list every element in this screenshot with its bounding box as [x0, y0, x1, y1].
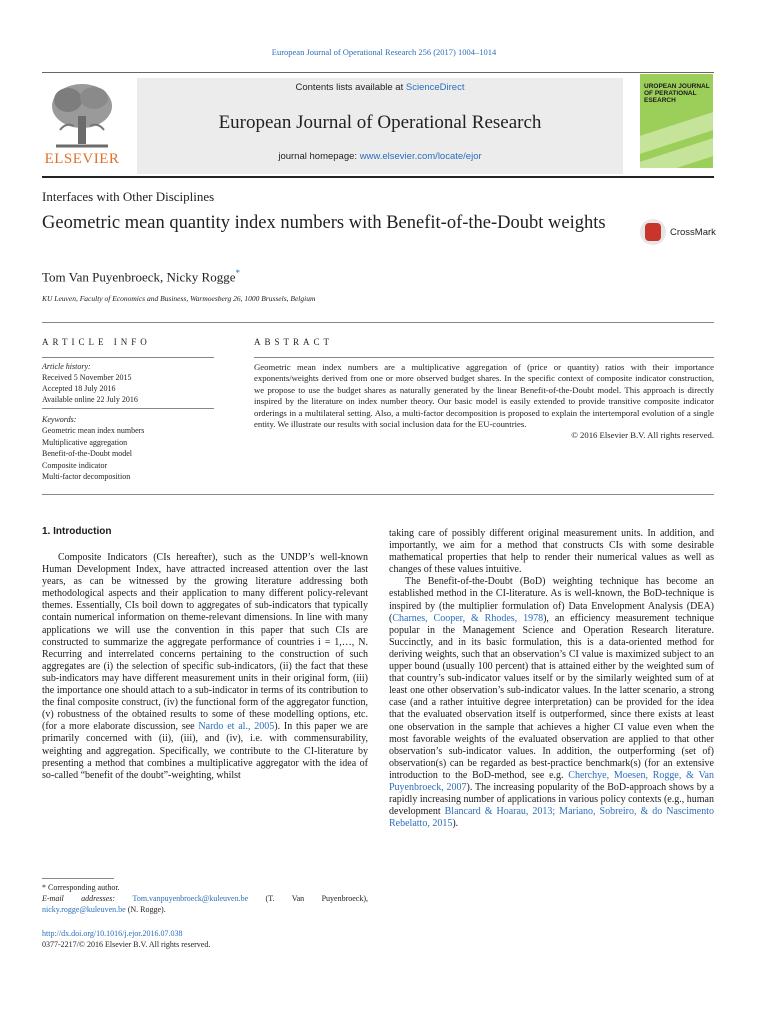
body-column-right: [389, 528, 714, 830]
divider: [42, 357, 214, 358]
doi-block: [42, 928, 210, 950]
footnote-rule: [42, 878, 114, 879]
journal-title: European Journal of Operational Research: [218, 112, 542, 133]
reference-link[interactable]: Nardo et al., 2005: [198, 721, 275, 733]
contents-line: [137, 82, 623, 93]
section-heading: 1. Introduction: [42, 526, 112, 537]
elsevier-wordmark: ELSEVIER: [44, 151, 120, 167]
homepage-line: [137, 151, 623, 162]
abstract-body: [254, 362, 714, 442]
email-link[interactable]: Tom.vanpuyenbroeck@kuleuven.be: [132, 894, 249, 903]
history-online: Available online 22 July 2016: [42, 395, 138, 404]
keyword-item: Composite indicator: [42, 460, 108, 470]
keyword-item: Multiplicative aggregation: [42, 437, 128, 447]
corresponding-author-mark[interactable]: *: [235, 268, 240, 278]
email-owner: (T. Van Puyenbroeck),: [248, 894, 369, 903]
header-bottom-rule: [42, 176, 714, 178]
body-column-left: [42, 552, 368, 782]
history-label: Article history:: [42, 362, 91, 371]
sciencedirect-link[interactable]: ScienceDirect: [405, 82, 465, 93]
reference-link[interactable]: Charnes, Cooper, & Rhodes, 1978: [392, 612, 544, 624]
history-accepted: Accepted 18 July 2016: [42, 384, 116, 393]
email-link[interactable]: nicky.rogge@kuleuven.be: [42, 905, 126, 914]
email-note: [42, 893, 368, 915]
reference-link[interactable]: Cherchye, Moesen, Rogge, & Van Puyenbroeck, 2007: [389, 769, 714, 793]
crossmark-button[interactable]: [640, 219, 720, 247]
cover-title: UROPEAN JOURNAL OF PERATIONAL ESEARCH: [644, 83, 710, 104]
keyword-item: Geometric mean index numbers: [42, 426, 145, 436]
crossmark-icon: [640, 219, 666, 245]
divider: [254, 322, 714, 323]
abstract-heading: ABSTRACT: [254, 337, 334, 347]
header-rule: [42, 72, 714, 73]
divider: [42, 408, 214, 409]
divider: [42, 494, 714, 495]
issn-copyright: 0377-2217/© 2016 Elsevier B.V. All rights reserved.: [42, 940, 211, 949]
paragraph-text: ).: [452, 818, 459, 830]
keyword-item: Benefit-of-the-Doubt model: [42, 449, 132, 459]
corresponding-author-note: * Corresponding author.: [42, 883, 120, 892]
journal-banner: [137, 78, 623, 174]
article-info-heading: ARTICLE INFO: [42, 337, 151, 347]
paragraph: [42, 552, 368, 782]
paragraph: [389, 576, 714, 830]
affiliation: KU Leuven, Faculty of Economics and Business, Warmoesberg 26, 1000 Brussels, Belgium: [42, 294, 316, 303]
abstract-copyright: © 2016 Elsevier B.V. All rights reserved.: [571, 430, 714, 441]
journal-cover-image: [640, 74, 713, 168]
crossmark-label: CrossMark: [670, 227, 716, 238]
reference-link[interactable]: Blancard & Hoarau, 2013; Mariano, Sobreiro, & do Nascimento Rebelatto, 2015: [389, 806, 714, 830]
journal-section: Interfaces with Other Disciplines: [42, 189, 215, 204]
contents-prefix: Contents lists available at: [295, 82, 406, 93]
keywords-label: Keywords:: [42, 415, 77, 424]
footnotes: [42, 882, 368, 915]
keywords-block: [42, 414, 144, 482]
history-received: Received 5 November 2015: [42, 373, 132, 382]
divider: [42, 322, 255, 323]
article-title: Geometric mean quantity index numbers with Benefit-of-the-Doubt weights: [42, 213, 606, 233]
abstract-text: Geometric mean index numbers are a multiplicative aggregation of (price or quantity) ratios with their importance exponents/weights derived from one or more observed budget shares. In the specific context of composite indicator construction, we propose to use the budget shares as naturally generated by the linear Benefit-of-the-Doubt model. This approach is directly inspired by the literature on index number theory. Our basic model is easily extended to provide transitive composite indicator orderings in a multilateral setting. Also, a multi-factor decomposition is proposed to explain the intertemporal evolution of a single entity. We illustrate our results with social inclusion data for the EU-countries.: [254, 362, 714, 430]
authors-text: Tom Van Puyenbroeck, Nicky Rogge: [42, 269, 236, 285]
doi-link[interactable]: http://dx.doi.org/10.1016/j.ejor.2016.07.038: [42, 929, 183, 938]
email-label: E-mail addresses:: [42, 894, 133, 903]
elsevier-tree-icon: [46, 80, 118, 150]
paragraph-text: ), an efficiency measurement technique popular in the Management Science and Operation Research literature. Succinctly, and in its basic formulation, this is a data-oriented method for deriving weights, such that an observation’s CI value is maximized subject to an upper bound (usually 100 percent) that is attained either by the weighted sum of that country’s sub-indicator values itself or by the similarly weighted sum of at least one other observation’s sub-indicator values. In the latter scenario, a strong case (and a rather intuitive degree interpretation) can be provided for the idea that the evaluated observation itself is outperformed, since there exists at least one observation in the sample that achieves a higher CI value even when the most favorable weights of the evaluated observation are applied to that other observation’s sub-indicator values. In addition, the outperforming (set of) observation(s) can be regarded as best-practice benchmark(s) (for an extensive introduction to the BoD-method, see e.g.: [389, 612, 714, 781]
journal-citation[interactable]: European Journal of Operational Research 256 (2017) 1004–1014: [271, 47, 497, 57]
paragraph-text: ). The increasing popularity of the BoD-approach shows by a rapidly increasing number of applications in various policy contexts (e.g., human development: [389, 781, 714, 818]
author-list: [42, 268, 240, 285]
article-history: [42, 361, 138, 405]
paragraph: taking care of possibly different original measurement units. In addition, and importantly, we aim for a method that constructs CIs with some desirable mathematical properties that help to render their numerical values as well as changes of these values intuitive.: [389, 528, 714, 576]
keyword-item: Multi-factor decomposition: [42, 472, 131, 482]
paragraph-text: ). In this paper we are primarily concerned with (ii), (iii), and (iv), i.e. with commensurability, weighting and aggregation. Specifically, we contribute to the CI-literature by presenting a method that combines a multiplicative aggregator with the idea of so-called “benefit of the doubt”-weighting, whilst: [42, 721, 368, 781]
homepage-link[interactable]: www.elsevier.com/locate/ejor: [359, 151, 482, 162]
divider: [254, 357, 714, 358]
paragraph-text: Composite Indicators (CIs hereafter), such as the UNDP’s well-known Human Development Index, have attracted increased attention over the last years, as can be witnessed by the growing literature addressing both methodological aspects and their application to many different policy-relevant themes. Essentially, CIs boil down to aggregates of sub-indicators that typically contain numerical information on theme-relevant dimensions. In line with many applications we will use the convention in this paper that such CIs are constructed to summarize the aggregate performance of countries i = 1,…, N. Recurring and interrelated concerns pertaining to the construction of such aggregates are (i) the selection of specific sub-indicators, (ii) the fact that these sub-indicators may have different measurement units in their original form, (iii) the importance one should attach to a sub-indicator in terms of its contribution to the final composite construct, (iv) the functional form of the aggregator function, (v) robustness of the obtained results to some of these modelling options, etc. (for a more elaborate discussion, see: [42, 552, 368, 733]
homepage-prefix: journal homepage:: [278, 151, 360, 162]
email-owner: (N. Rogge).: [125, 905, 166, 914]
paragraph-text: The Benefit-of-the-Doubt (BoD) weighting technique has become an established method in the CI-literature. As is well-known, the BoD-technique is inspired by (the multiplier formulation of) Data Envelopment Analysis (DEA) (: [389, 576, 714, 624]
elsevier-logo: [42, 80, 122, 170]
